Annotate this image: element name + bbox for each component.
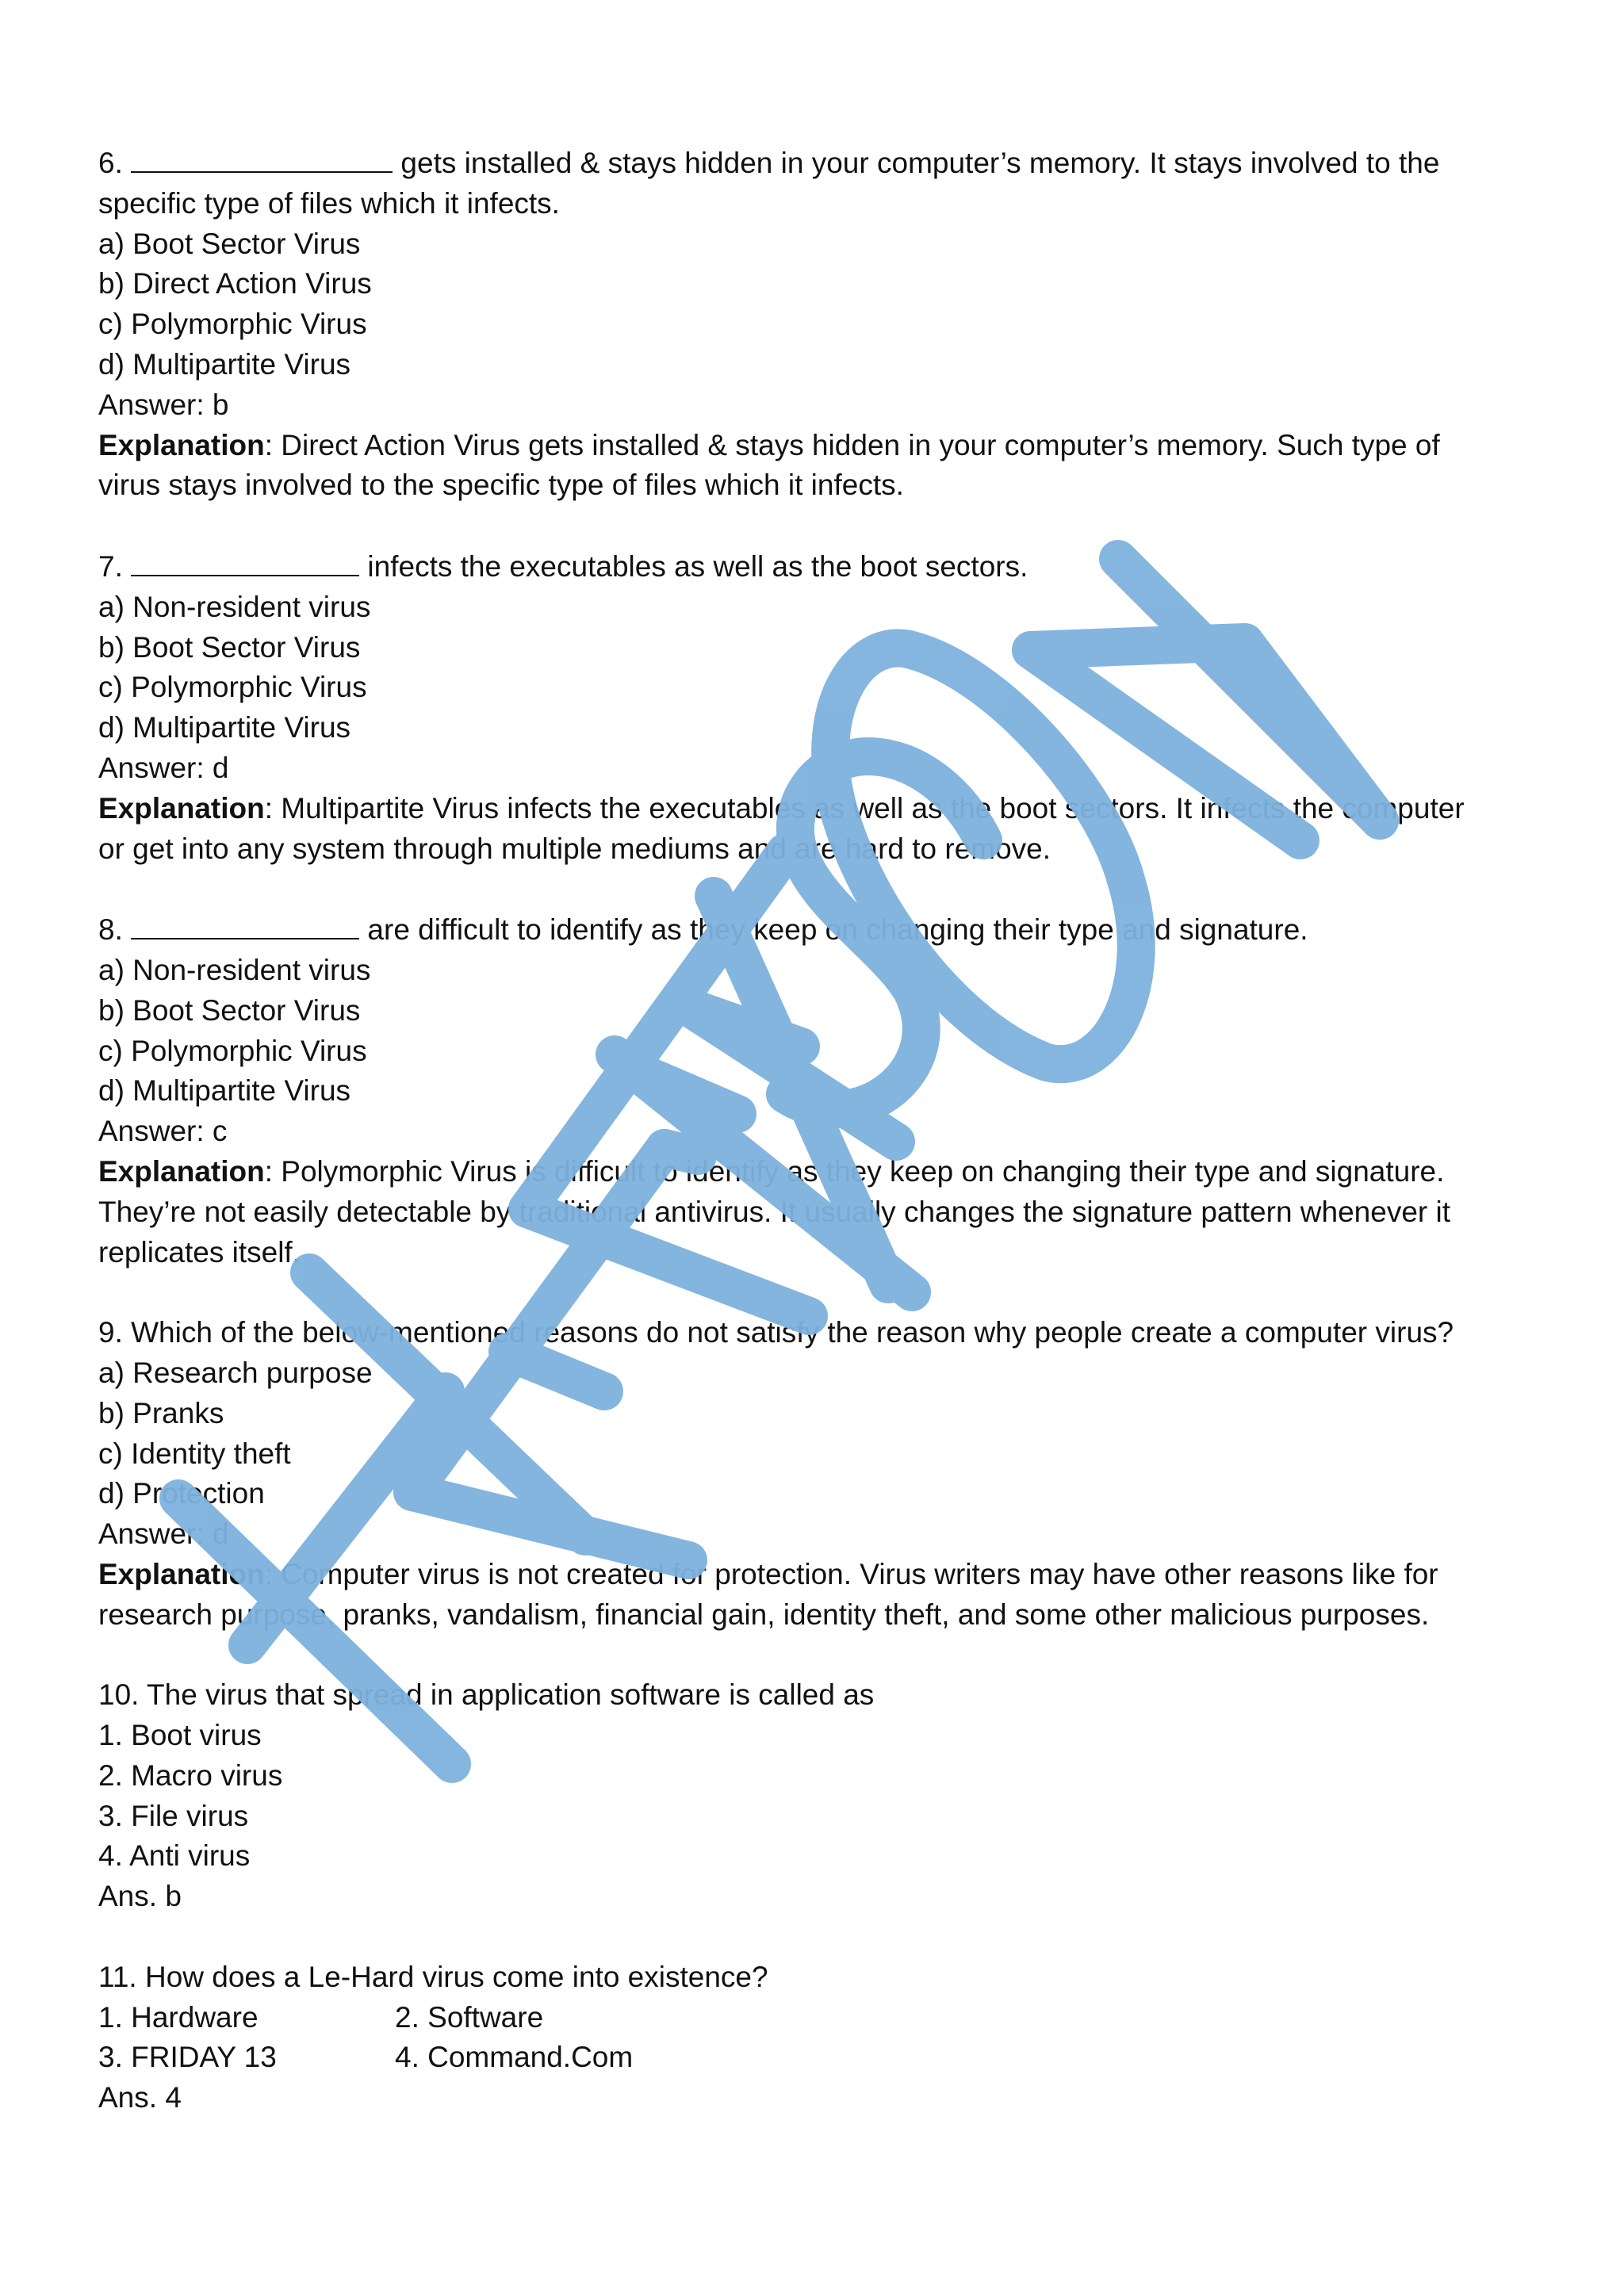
option-d: d) Multipartite Virus bbox=[98, 347, 351, 381]
option-b: b) Direct Action Virus bbox=[98, 267, 372, 300]
option-d: d) Multipartite Virus bbox=[98, 1074, 351, 1108]
answer: Ans. b bbox=[98, 1880, 182, 1913]
option-a: a) Non-resident virus bbox=[98, 953, 371, 986]
question-11 bbox=[98, 1957, 1526, 2118]
explanation-text-continued: research purpose, pranks, vandalism, financial gain, identity theft, and some other malicious purposes. bbox=[98, 1598, 1430, 1631]
answer: Ans. 4 bbox=[98, 2081, 182, 2114]
option-d: d) Protection bbox=[98, 1477, 265, 1510]
explanation-text: : Computer virus is not created for protection. Virus writers may have other reasons like for bbox=[264, 1557, 1438, 1590]
option-c: c) Polymorphic Virus bbox=[98, 308, 367, 341]
question-text: 9. Which of the below-mentioned reasons do not satisfy the reason why people create a computer virus? bbox=[98, 1316, 1454, 1349]
question-number: 8. bbox=[98, 913, 123, 947]
option-4: 4. Command.Com bbox=[395, 2041, 634, 2074]
question-text: gets installed & stays hidden in your computer’s memory. It stays involved to the bbox=[400, 147, 1440, 179]
answer: Answer: b bbox=[98, 388, 229, 421]
question-text-continued: specific type of files which it infects. bbox=[98, 186, 560, 220]
option-3: 3. FRIDAY 13 bbox=[98, 2041, 277, 2074]
option-d: d) Multipartite Virus bbox=[98, 711, 351, 744]
fill-in-blank bbox=[131, 143, 393, 173]
fill-in-blank bbox=[131, 909, 359, 939]
question-number: 7. bbox=[98, 549, 123, 583]
explanation-label: Explanation bbox=[98, 428, 265, 461]
option-a: a) Research purpose bbox=[98, 1356, 373, 1389]
option-1: 1. Boot virus bbox=[98, 1719, 262, 1752]
explanation-label: Explanation bbox=[98, 1557, 265, 1590]
question-10 bbox=[98, 1675, 1526, 1917]
answer: Answer: d bbox=[98, 1517, 229, 1551]
explanation-text-continued: virus stays involved to the specific type of files which it infects. bbox=[98, 469, 904, 502]
fill-in-blank bbox=[131, 546, 359, 576]
option-2: 2. Software bbox=[395, 2000, 544, 2034]
explanation-text: : Polymorphic Virus is difficult to identify as they keep on changing their type and signature. bbox=[264, 1154, 1445, 1188]
explanation-text: : Direct Action Virus gets installed & stays hidden in your computer’s memory. Such type of bbox=[264, 428, 1440, 461]
option-c: c) Polymorphic Virus bbox=[98, 671, 367, 704]
options-row-1 bbox=[98, 1998, 1526, 2038]
question-6 bbox=[98, 143, 1526, 506]
option-2: 2. Macro virus bbox=[98, 1758, 283, 1792]
question-7 bbox=[98, 546, 1526, 869]
question-8 bbox=[98, 909, 1526, 1272]
explanation-text: : Multipartite Virus infects the executables as well as the boot sectors. It infects the computer bbox=[264, 791, 1465, 825]
option-4: 4. Anti virus bbox=[98, 1839, 251, 1873]
option-a: a) Non-resident virus bbox=[98, 590, 371, 623]
document-content bbox=[98, 143, 1526, 2118]
option-b: b) Boot Sector Virus bbox=[98, 630, 361, 664]
explanation-text-continued: replicates itself. bbox=[98, 1235, 301, 1269]
explanation-text-continued: or get into any system through multiple mediums and are hard to remove. bbox=[98, 832, 1051, 865]
answer: Answer: d bbox=[98, 751, 229, 784]
question-text: are difficult to identify as they keep on changing their type and signature. bbox=[367, 913, 1308, 947]
option-3: 3. File virus bbox=[98, 1799, 249, 1832]
question-9 bbox=[98, 1313, 1526, 1635]
question-text: infects the executables as well as the boot sectors. bbox=[367, 549, 1028, 583]
options-row-2 bbox=[98, 2038, 1526, 2078]
option-b: b) Pranks bbox=[98, 1396, 224, 1429]
explanation-label: Explanation bbox=[98, 791, 265, 825]
option-1: 1. Hardware bbox=[98, 2000, 259, 2034]
option-c: c) Polymorphic Virus bbox=[98, 1034, 367, 1067]
answer: Answer: c bbox=[98, 1115, 228, 1148]
question-text: 10. The virus that spread in application software is called as bbox=[98, 1678, 875, 1712]
explanation-label: Explanation bbox=[98, 1154, 265, 1188]
option-a: a) Boot Sector Virus bbox=[98, 227, 361, 260]
option-b: b) Boot Sector Virus bbox=[98, 993, 361, 1027]
explanation-text-continued: They’re not easily detectable by traditional antivirus. It usually changes the signature pattern whenever it bbox=[98, 1195, 1451, 1228]
option-c: c) Identity theft bbox=[98, 1437, 291, 1470]
question-text: 11. How does a Le-Hard virus come into existence? bbox=[98, 1960, 768, 1993]
question-number: 6. bbox=[98, 147, 123, 179]
